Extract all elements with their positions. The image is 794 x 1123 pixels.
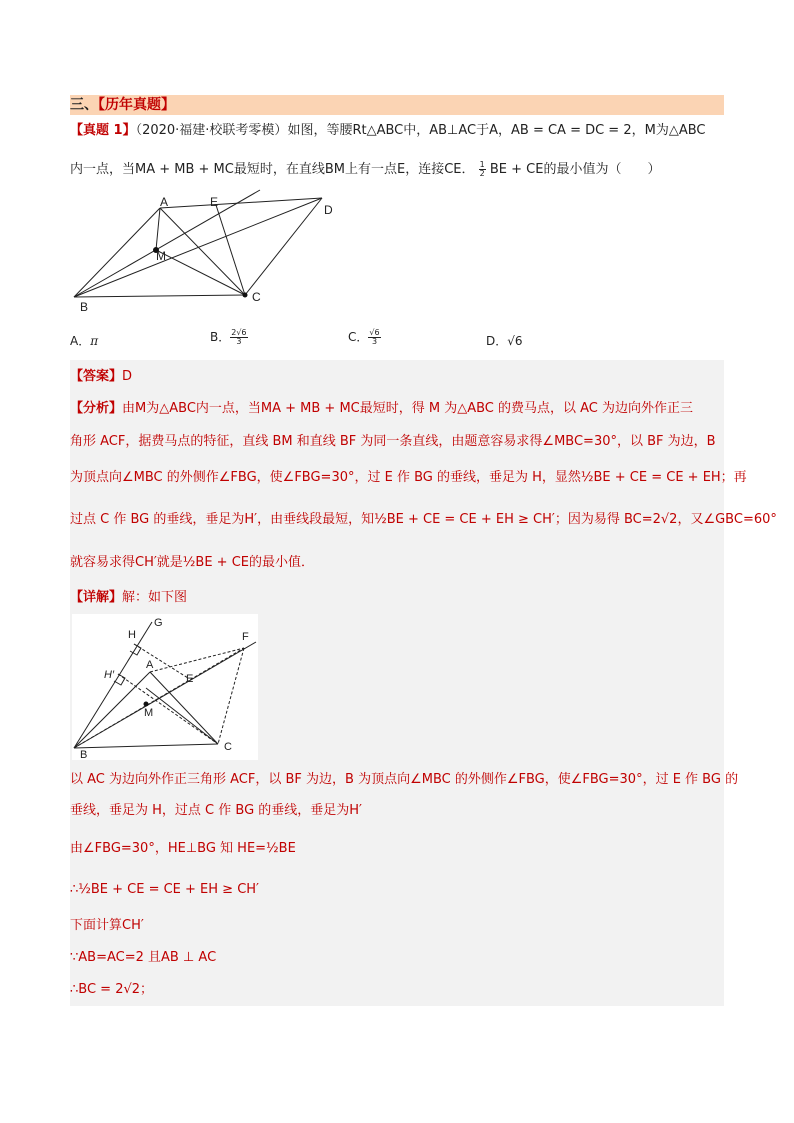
detail-text-1: 以 AC 为边向外作正三角形 ACF，以 BF 为边，B 为顶点向∠MBC 的外侧作∠FBG，使∠FBG=30°，过 E 作 BG 的 [70, 772, 739, 787]
label-a: A [146, 659, 154, 671]
section-prefix: 三、 [70, 97, 98, 113]
label-d: D [324, 203, 333, 217]
question-source: （2020·福建·校联考零模） [135, 123, 288, 138]
option-b[interactable] [210, 328, 248, 346]
detail-line-7 [70, 980, 153, 1000]
detail-text-4: ∴½BE + CE = CE + EH ≥ CH′ [70, 882, 260, 897]
segment-bc [74, 744, 218, 748]
option-a-label: A． [70, 334, 91, 348]
analysis-text-5: 就容易求得CH′就是½BE + CE的最小值． [70, 555, 314, 570]
question-text-2b: BE + CE的最小值为（ ） [489, 162, 661, 177]
detail-line-5 [70, 916, 144, 936]
analysis-text-2: 角形 ACF，据费马点的特征，直线 BM 和直线 BF 为同一条直线，由题意容易求得∠MBC=30°，以 BF 为边，B [70, 434, 716, 449]
segment-dc [245, 198, 322, 295]
detail-line-6 [70, 948, 216, 968]
option-c-label: C． [348, 330, 369, 344]
option-b-fraction [230, 329, 247, 346]
segment-ac [160, 208, 245, 295]
question-line-2 [70, 160, 660, 180]
segment-he [134, 644, 188, 678]
question-line-1 [70, 121, 705, 141]
detail-label: 【详解】 [70, 590, 123, 605]
segment-ec [216, 205, 245, 295]
analysis-line-4 [70, 510, 777, 530]
option-a[interactable] [70, 332, 98, 349]
option-d-value: √6 [507, 334, 523, 348]
answer-label: 【答案】 [70, 369, 123, 384]
option-b-num: 2√6 [231, 328, 247, 337]
detail-text-7: ∴BC = 2√2； [70, 982, 154, 997]
question-text-2a: 内一点，当MA + MB + MC最短时，在直线BM上有一点E，连接CE． [70, 162, 475, 177]
option-d-label: D． [486, 334, 508, 348]
label-b: B [80, 300, 89, 314]
detail-text-3: 由∠FBG=30°，HE⊥BG 知 HE=½BE [70, 841, 296, 856]
detail-line-0 [70, 588, 187, 608]
detail-text-6: ∵AB=AC=2 且AB ⊥ AC [70, 950, 217, 965]
label-f: F [242, 631, 249, 643]
section-header [70, 95, 724, 115]
ray-bg [74, 622, 152, 748]
analysis-text-1: 由M为△ABC内一点，当MA + MB + MC最短时，得 M 为△ABC 的费马点，以 AC 为边向外作正三 [122, 401, 694, 416]
segment-af [150, 648, 244, 672]
option-c-num: √6 [369, 328, 380, 337]
section-title: 【历年真题】 [98, 97, 175, 113]
figure-2-diagram [72, 614, 258, 760]
label-g: G [154, 617, 163, 629]
segment-bc [74, 295, 245, 297]
analysis-text-4: 过点 C 作 BG 的垂线，垂足为H′，由垂线段最短，知½BE + CE = CE + EH ≥ CH′；因为易得 BC=2√2，又∠GBC=60° [70, 512, 777, 527]
detail-line-3 [70, 839, 296, 859]
label-h: H [128, 629, 136, 641]
answer-line [70, 367, 132, 387]
detail-line-1 [70, 770, 738, 790]
detail-line-2 [70, 801, 362, 821]
label-e: E [186, 673, 194, 685]
option-a-value: π [90, 334, 99, 348]
option-b-label: B． [210, 330, 231, 344]
answer-options [70, 328, 670, 352]
figure-1-diagram [70, 188, 350, 316]
label-m: M [156, 249, 166, 263]
segment-ma [156, 208, 160, 250]
answer-value: D [122, 369, 133, 384]
analysis-line-1 [70, 399, 693, 419]
label-c: C [224, 741, 232, 753]
segment-ad [160, 198, 322, 208]
label-m: M [144, 707, 154, 719]
option-c[interactable] [348, 328, 381, 346]
question-text-1: 如图，等腰Rt△ABC中，AB⊥AC于A，AB = CA = DC = 2，M为△ABC [287, 123, 706, 138]
point-m [144, 702, 149, 707]
option-c-den: 3 [371, 337, 378, 346]
analysis-line-3 [70, 468, 747, 488]
segment-h2c [118, 674, 218, 744]
analysis-label: 【分析】 [70, 401, 123, 416]
point-c [243, 293, 248, 298]
detail-text-2: 垂线，垂足为 H，过点 C 作 BG 的垂线，垂足为H′ [70, 803, 363, 818]
analysis-line-5 [70, 553, 314, 573]
segment-mc [146, 688, 218, 744]
label-a: A [160, 195, 169, 209]
detail-text-5: 下面计算CH′ [70, 918, 144, 933]
option-d[interactable] [486, 332, 523, 349]
analysis-line-2 [70, 432, 716, 452]
segment-bd [74, 198, 322, 297]
label-h-prime: H′ [104, 669, 115, 681]
question-label: 【真题 1】 [70, 123, 136, 138]
half-fraction: $\frac{1}{2}$ [479, 160, 485, 178]
detail-line-4 [70, 880, 259, 900]
detail-intro: 解：如下图 [122, 590, 188, 605]
option-c-fraction [368, 329, 380, 346]
option-b-den: 3 [236, 337, 242, 346]
label-e: E [210, 195, 219, 209]
label-b: B [80, 749, 88, 760]
analysis-text-3: 为顶点向∠MBC 的外侧作∠FBG，使∠FBG=30°，过 E 作 BG 的垂线，垂足为 H，显然½BE + CE = CE + EH；再 [70, 470, 747, 485]
segment-mc [156, 250, 245, 295]
segment-ab [74, 208, 160, 297]
label-c: C [252, 290, 261, 304]
